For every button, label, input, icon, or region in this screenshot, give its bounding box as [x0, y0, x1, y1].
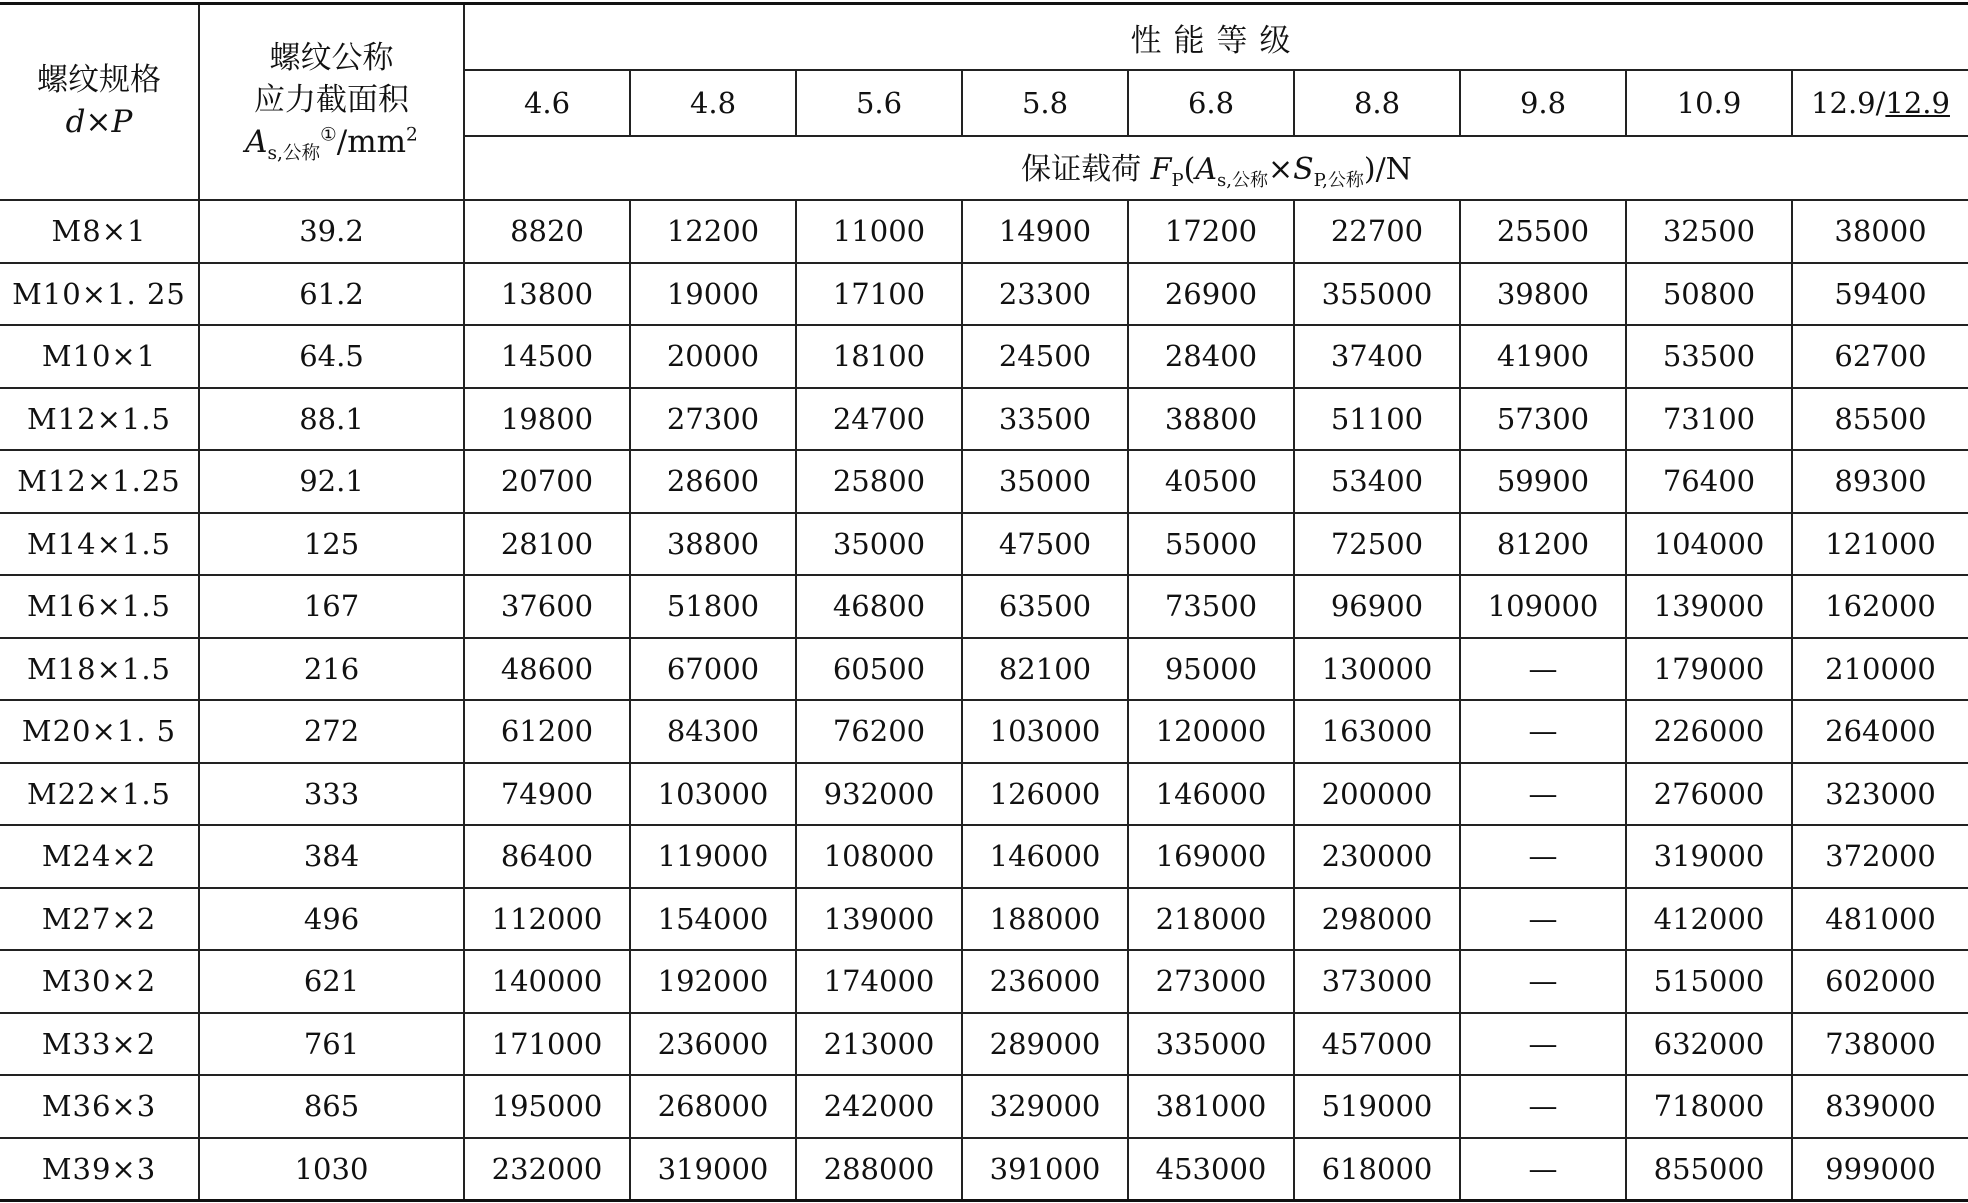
proof-load-cell: 55000: [1128, 513, 1294, 576]
proof-load-cell: —: [1460, 638, 1626, 701]
thread-spec-cell: M16×1.5: [0, 575, 199, 638]
proof-load-cell: 329000: [962, 1075, 1128, 1138]
stress-area-header-formula: [200, 122, 463, 166]
proof-load-paren-close: )/N: [1363, 152, 1412, 187]
proof-load-cell: 95000: [1128, 638, 1294, 701]
proof-load-cell: 28600: [630, 450, 796, 513]
proof-load-cell: 37400: [1294, 325, 1460, 388]
proof-load-cell: 37600: [464, 575, 630, 638]
proof-load-cell: —: [1460, 825, 1626, 888]
proof-load-cell: 218000: [1128, 888, 1294, 951]
proof-load-cell: 146000: [962, 825, 1128, 888]
proof-load-cell: 17100: [796, 263, 962, 326]
grade-header: 5.8: [962, 70, 1128, 136]
proof-load-cell: 319000: [630, 1138, 796, 1201]
proof-load-cell: 32500: [1626, 200, 1792, 263]
proof-load-A-sub: s,公称: [1217, 170, 1268, 191]
proof-load-cell: 276000: [1626, 763, 1792, 826]
proof-load-cell: 213000: [796, 1013, 962, 1076]
proof-load-cell: 457000: [1294, 1013, 1460, 1076]
proof-load-cell: 139000: [796, 888, 962, 951]
grade-header: 5.6: [796, 70, 962, 136]
proof-load-cell: —: [1460, 1075, 1626, 1138]
stress-area-cell: 496: [199, 888, 464, 951]
table-row: [0, 1013, 1968, 1076]
proof-load-cell: 81200: [1460, 513, 1626, 576]
proof-load-cell: 481000: [1792, 888, 1968, 951]
proof-load-cell: 515000: [1626, 950, 1792, 1013]
proof-load-cell: 47500: [962, 513, 1128, 576]
proof-load-cell: 27300: [630, 388, 796, 451]
proof-load-cell: 20700: [464, 450, 630, 513]
proof-load-cell: 195000: [464, 1075, 630, 1138]
proof-load-cell: 76200: [796, 700, 962, 763]
proof-load-cell: 11000: [796, 200, 962, 263]
grade-header: 9.8: [1460, 70, 1626, 136]
proof-load-cell: 60500: [796, 638, 962, 701]
thread-spec-cell: M22×1.5: [0, 763, 199, 826]
proof-load-cell: 20000: [630, 325, 796, 388]
grade-header: 4.6: [464, 70, 630, 136]
proof-load-cell: 104000: [1626, 513, 1792, 576]
proof-load-cell: 17200: [1128, 200, 1294, 263]
table-row: [0, 575, 1968, 638]
proof-load-cell: 146000: [1128, 763, 1294, 826]
proof-load-cell: 23300: [962, 263, 1128, 326]
proof-load-cell: 22700: [1294, 200, 1460, 263]
proof-load-cell: 154000: [630, 888, 796, 951]
proof-load-cell: 48600: [464, 638, 630, 701]
proof-load-cell: 19800: [464, 388, 630, 451]
proof-load-cell: 855000: [1626, 1138, 1792, 1201]
proof-load-cell: 35000: [796, 513, 962, 576]
proof-load-cell: 25800: [796, 450, 962, 513]
proof-load-cell: 236000: [630, 1013, 796, 1076]
proof-load-cell: 162000: [1792, 575, 1968, 638]
thread-spec-cell: M18×1.5: [0, 638, 199, 701]
proof-load-cell: 519000: [1294, 1075, 1460, 1138]
proof-load-cell: 28400: [1128, 325, 1294, 388]
table-row: [0, 388, 1968, 451]
proof-load-cell: 8820: [464, 200, 630, 263]
table-body: [0, 200, 1968, 1201]
stress-area-header: [199, 4, 464, 201]
thread-spec-header-label: 螺纹规格: [37, 62, 161, 99]
proof-load-cell: 39800: [1460, 263, 1626, 326]
stress-area-cell: 88.1: [199, 388, 464, 451]
stress-area-cell: 761: [199, 1013, 464, 1076]
proof-load-cell: 63500: [962, 575, 1128, 638]
thread-spec-cell: M12×1.5: [0, 388, 199, 451]
proof-load-cell: 53500: [1626, 325, 1792, 388]
header-row-grade-title: [0, 4, 1968, 71]
grade-last-a: 12.9/: [1811, 86, 1886, 120]
proof-load-table: [0, 2, 1968, 1202]
proof-load-cell: 121000: [1792, 513, 1968, 576]
proof-load-cell: 210000: [1792, 638, 1968, 701]
stress-area-cell: 64.5: [199, 325, 464, 388]
stress-area-cell: 125: [199, 513, 464, 576]
stress-area-cell: 92.1: [199, 450, 464, 513]
stress-area-cell: 216: [199, 638, 464, 701]
proof-load-cell: 242000: [796, 1075, 962, 1138]
stress-area-cell: 333: [199, 763, 464, 826]
proof-load-cell: 188000: [962, 888, 1128, 951]
stress-area-header-line2: 应力截面积: [254, 81, 409, 118]
thread-spec-cell: M24×2: [0, 825, 199, 888]
proof-load-cell: —: [1460, 763, 1626, 826]
proof-load-cell: 13800: [464, 263, 630, 326]
thread-spec-cell: M27×2: [0, 888, 199, 951]
proof-load-cell: 618000: [1294, 1138, 1460, 1201]
proof-load-cell: 18100: [796, 325, 962, 388]
table-row: [0, 513, 1968, 576]
proof-load-F: F: [1150, 152, 1172, 187]
stress-area-cell: 272: [199, 700, 464, 763]
stress-area-unit-sup: 2: [406, 124, 418, 146]
proof-load-cell: 179000: [1626, 638, 1792, 701]
proof-load-times: ×: [1267, 152, 1294, 187]
proof-load-cell: 236000: [962, 950, 1128, 1013]
proof-load-cell: 373000: [1294, 950, 1460, 1013]
proof-load-cell: 718000: [1626, 1075, 1792, 1138]
proof-load-cell: 335000: [1128, 1013, 1294, 1076]
proof-load-cell: 108000: [796, 825, 962, 888]
proof-load-cell: 73100: [1626, 388, 1792, 451]
proof-load-cell: 24500: [962, 325, 1128, 388]
proof-load-cell: 171000: [464, 1013, 630, 1076]
proof-load-cell: 62700: [1792, 325, 1968, 388]
proof-load-cell: —: [1460, 950, 1626, 1013]
grade-header: 10.9: [1626, 70, 1792, 136]
proof-load-cell: 40500: [1128, 450, 1294, 513]
proof-load-cell: 323000: [1792, 763, 1968, 826]
proof-load-cell: 38800: [1128, 388, 1294, 451]
proof-load-paren-open: (: [1183, 152, 1196, 187]
table-row: [0, 325, 1968, 388]
proof-load-cell: 999000: [1792, 1138, 1968, 1201]
proof-load-cell: 84300: [630, 700, 796, 763]
proof-load-cell: 355000: [1294, 263, 1460, 326]
proof-load-cell: 112000: [464, 888, 630, 951]
proof-load-cell: 50800: [1626, 263, 1792, 326]
proof-load-cell: 59400: [1792, 263, 1968, 326]
proof-load-cell: —: [1460, 700, 1626, 763]
proof-load-cell: 200000: [1294, 763, 1460, 826]
proof-load-cell: 51100: [1294, 388, 1460, 451]
proof-load-cell: 96900: [1294, 575, 1460, 638]
proof-load-label: 保证载荷: [1021, 152, 1151, 187]
table-row: [0, 700, 1968, 763]
proof-load-cell: 738000: [1792, 1013, 1968, 1076]
proof-load-cell: 298000: [1294, 888, 1460, 951]
proof-load-cell: —: [1460, 888, 1626, 951]
proof-load-cell: 33500: [962, 388, 1128, 451]
table-row: [0, 263, 1968, 326]
proof-load-cell: 53400: [1294, 450, 1460, 513]
proof-load-S: S: [1293, 152, 1314, 187]
proof-load-cell: 391000: [962, 1138, 1128, 1201]
table-row: [0, 200, 1968, 263]
proof-load-cell: 51800: [630, 575, 796, 638]
proof-load-cell: 372000: [1792, 825, 1968, 888]
thread-spec-cell: M39×3: [0, 1138, 199, 1201]
grade-header-last: [1792, 70, 1968, 136]
proof-load-cell: 230000: [1294, 825, 1460, 888]
thread-spec-cell: M14×1.5: [0, 513, 199, 576]
proof-load-cell: 602000: [1792, 950, 1968, 1013]
proof-load-cell: 61200: [464, 700, 630, 763]
proof-load-cell: 140000: [464, 950, 630, 1013]
thread-spec-cell: M30×2: [0, 950, 199, 1013]
proof-load-cell: —: [1460, 1138, 1626, 1201]
thread-spec-cell: M20×1. 5: [0, 700, 199, 763]
thread-spec-cell: M8×1: [0, 200, 199, 263]
proof-load-cell: 119000: [630, 825, 796, 888]
proof-load-cell: 41900: [1460, 325, 1626, 388]
grade-last-b: 12.9: [1885, 86, 1950, 120]
table-row: [0, 450, 1968, 513]
table-row: [0, 888, 1968, 951]
proof-load-cell: 120000: [1128, 700, 1294, 763]
proof-load-cell: 226000: [1626, 700, 1792, 763]
table-header: [0, 4, 1968, 201]
table-row: [0, 1138, 1968, 1201]
stress-area-cell: 1030: [199, 1138, 464, 1201]
proof-load-cell: 19000: [630, 263, 796, 326]
table-row: [0, 638, 1968, 701]
proof-load-cell: 232000: [464, 1138, 630, 1201]
stress-area-cell: 39.2: [199, 200, 464, 263]
thread-spec-cell: M12×1.25: [0, 450, 199, 513]
proof-load-cell: 82100: [962, 638, 1128, 701]
proof-load-cell: 163000: [1294, 700, 1460, 763]
proof-load-cell: 381000: [1128, 1075, 1294, 1138]
proof-load-cell: 139000: [1626, 575, 1792, 638]
proof-load-cell: 28100: [464, 513, 630, 576]
stress-area-header-line1: 螺纹公称: [269, 40, 394, 77]
proof-load-cell: 453000: [1128, 1138, 1294, 1201]
grade-header: 6.8: [1128, 70, 1294, 136]
proof-load-cell: 412000: [1626, 888, 1792, 951]
table-row: [0, 825, 1968, 888]
stress-area-cell: 61.2: [199, 263, 464, 326]
proof-load-cell: 289000: [962, 1013, 1128, 1076]
proof-load-cell: 288000: [796, 1138, 962, 1201]
proof-load-cell: 24700: [796, 388, 962, 451]
grade-title: 性能等级: [464, 4, 1968, 71]
proof-load-cell: 25500: [1460, 200, 1626, 263]
proof-load-cell: 192000: [630, 950, 796, 1013]
proof-load-cell: 38800: [630, 513, 796, 576]
footnote-marker: ①: [320, 124, 337, 146]
proof-load-cell: 932000: [796, 763, 962, 826]
proof-load-cell: 268000: [630, 1075, 796, 1138]
grade-header: 4.8: [630, 70, 796, 136]
proof-load-cell: 103000: [962, 700, 1128, 763]
proof-load-cell: 839000: [1792, 1075, 1968, 1138]
proof-load-cell: 35000: [962, 450, 1128, 513]
thread-spec-cell: M10×1. 25: [0, 263, 199, 326]
proof-load-cell: 174000: [796, 950, 962, 1013]
proof-load-cell: 86400: [464, 825, 630, 888]
proof-load-cell: 74900: [464, 763, 630, 826]
stress-area-cell: 865: [199, 1075, 464, 1138]
stress-area-unit: /mm: [336, 123, 407, 160]
proof-load-cell: 73500: [1128, 575, 1294, 638]
proof-load-F-sub: P: [1171, 170, 1184, 191]
thread-spec-cell: M36×3: [0, 1075, 199, 1138]
proof-load-cell: 319000: [1626, 825, 1792, 888]
proof-load-cell: 109000: [1460, 575, 1626, 638]
proof-load-title: [464, 136, 1968, 200]
proof-load-cell: 26900: [1128, 263, 1294, 326]
proof-load-cell: 632000: [1626, 1013, 1792, 1076]
proof-load-A: A: [1195, 152, 1217, 187]
thread-spec-header-symbol: d×P: [65, 104, 133, 140]
stress-area-symbol: A: [245, 123, 268, 160]
thread-spec-cell: M33×2: [0, 1013, 199, 1076]
stress-area-cell: 621: [199, 950, 464, 1013]
proof-load-cell: 46800: [796, 575, 962, 638]
proof-load-cell: 169000: [1128, 825, 1294, 888]
proof-load-cell: 85500: [1792, 388, 1968, 451]
proof-load-cell: 130000: [1294, 638, 1460, 701]
proof-load-cell: 72500: [1294, 513, 1460, 576]
proof-load-cell: 12200: [630, 200, 796, 263]
proof-load-cell: 57300: [1460, 388, 1626, 451]
table-row: [0, 1075, 1968, 1138]
proof-load-cell: 273000: [1128, 950, 1294, 1013]
proof-load-cell: 76400: [1626, 450, 1792, 513]
thread-spec-cell: M10×1: [0, 325, 199, 388]
stress-area-cell: 384: [199, 825, 464, 888]
proof-load-cell: 103000: [630, 763, 796, 826]
proof-load-cell: 264000: [1792, 700, 1968, 763]
proof-load-cell: 38000: [1792, 200, 1968, 263]
stress-area-cell: 167: [199, 575, 464, 638]
proof-load-cell: 126000: [962, 763, 1128, 826]
proof-load-S-sub: P,公称: [1313, 170, 1364, 191]
thread-spec-header: [0, 4, 199, 201]
grade-header: 8.8: [1294, 70, 1460, 136]
table-row: [0, 950, 1968, 1013]
stress-area-symbol-sub: s,公称: [267, 142, 321, 164]
proof-load-cell: 59900: [1460, 450, 1626, 513]
table-row: [0, 763, 1968, 826]
proof-load-cell: —: [1460, 1013, 1626, 1076]
proof-load-cell: 14900: [962, 200, 1128, 263]
proof-load-cell: 67000: [630, 638, 796, 701]
proof-load-cell: 89300: [1792, 450, 1968, 513]
proof-load-cell: 14500: [464, 325, 630, 388]
